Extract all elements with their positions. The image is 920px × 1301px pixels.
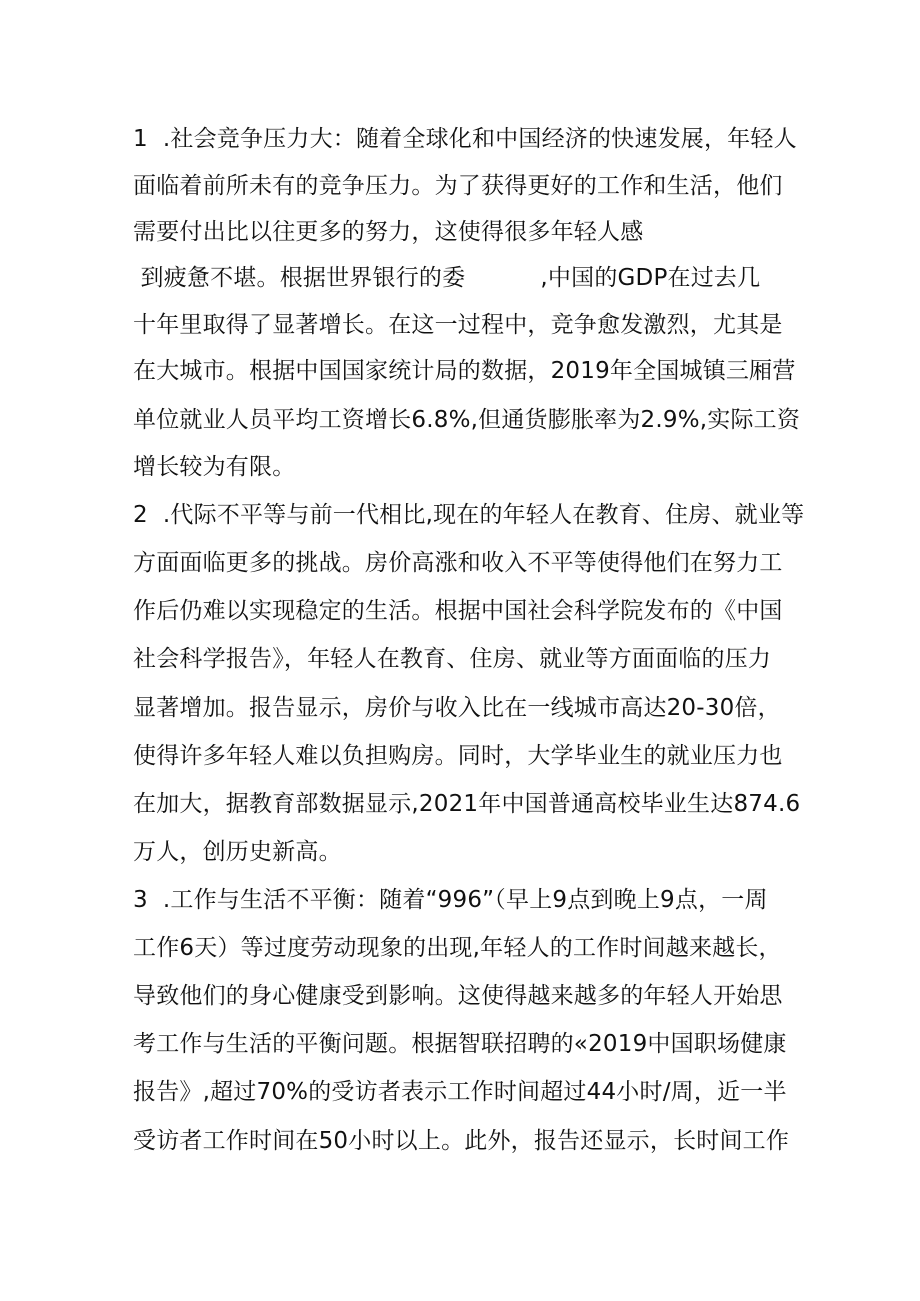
text-line: 面临着前所未有的竞争压力。为了获得更好的工作和生活，他们	[133, 173, 783, 199]
text-line: 考工作与生活的平衡问题。根据智联招聘的«2019中国职场健康	[133, 1031, 787, 1057]
text-line: 显著增加。报告显示，房价与收入比在一线城市高达20-30倍，	[133, 695, 781, 721]
text-line: 增长较为有限。	[133, 454, 296, 480]
text-line: 到疲惫不堪。根据世界银行的委 ,中国的GDP在过去几	[133, 265, 761, 291]
text-line: 报告》,超过70%的受访者表示工作时间超过44小时/周，近一半	[133, 1079, 787, 1105]
text-line: 十年里取得了显著增长。在这一过程中，竞争愈发激烈，尤其是	[133, 312, 783, 338]
text-line: 需要付出比以往更多的努力，这使得很多年轻人感	[133, 219, 644, 245]
text-line: 在加大，据教育部数据显示,2021年中国普通高校毕业生达874.6	[133, 791, 801, 817]
text-line: 导致他们的身心健康受到影响。这使得越来越多的年轻人开始思	[133, 983, 783, 1009]
text-line: 1 .社会竞争压力大：随着全球化和中国经济的快速发展，年轻人	[133, 126, 797, 152]
text-line: 方面面临更多的挑战。房价高涨和收入不平等使得他们在努力工	[133, 550, 783, 576]
text-line: 作后仍难以实现稳定的生活。根据中国社会科学院发布的《中国	[133, 598, 783, 624]
text-line: 3 .工作与生活不平衡：随着“996”（早上9点到晚上9点，一周	[133, 887, 768, 913]
text-line: 使得许多年轻人难以负担购房。同时，大学毕业生的就业压力也	[133, 743, 783, 769]
text-line: 在大城市。根据中国国家统计局的数据，2019年全国城镇三厢营	[133, 358, 796, 384]
text-line: 受访者工作时间在50小时以上。此外，报告还显示，长时间工作	[133, 1128, 790, 1154]
text-line: 社会科学报告》，年轻人在教育、住房、就业等方面面临的压力	[133, 646, 772, 672]
text-line: 万人，创历史新高。	[133, 839, 342, 865]
text-line: 2 .代际不平等与前一代相比,现在的年轻人在教育、住房、就业等	[133, 502, 805, 528]
text-line: 单位就业人员平均工资增长6.8%,但通货膨胀率为2.9%,实际工资	[133, 407, 801, 433]
text-line: 工作6天）等过度劳动现象的出现,年轻人的工作时间越来越长，	[133, 935, 782, 961]
